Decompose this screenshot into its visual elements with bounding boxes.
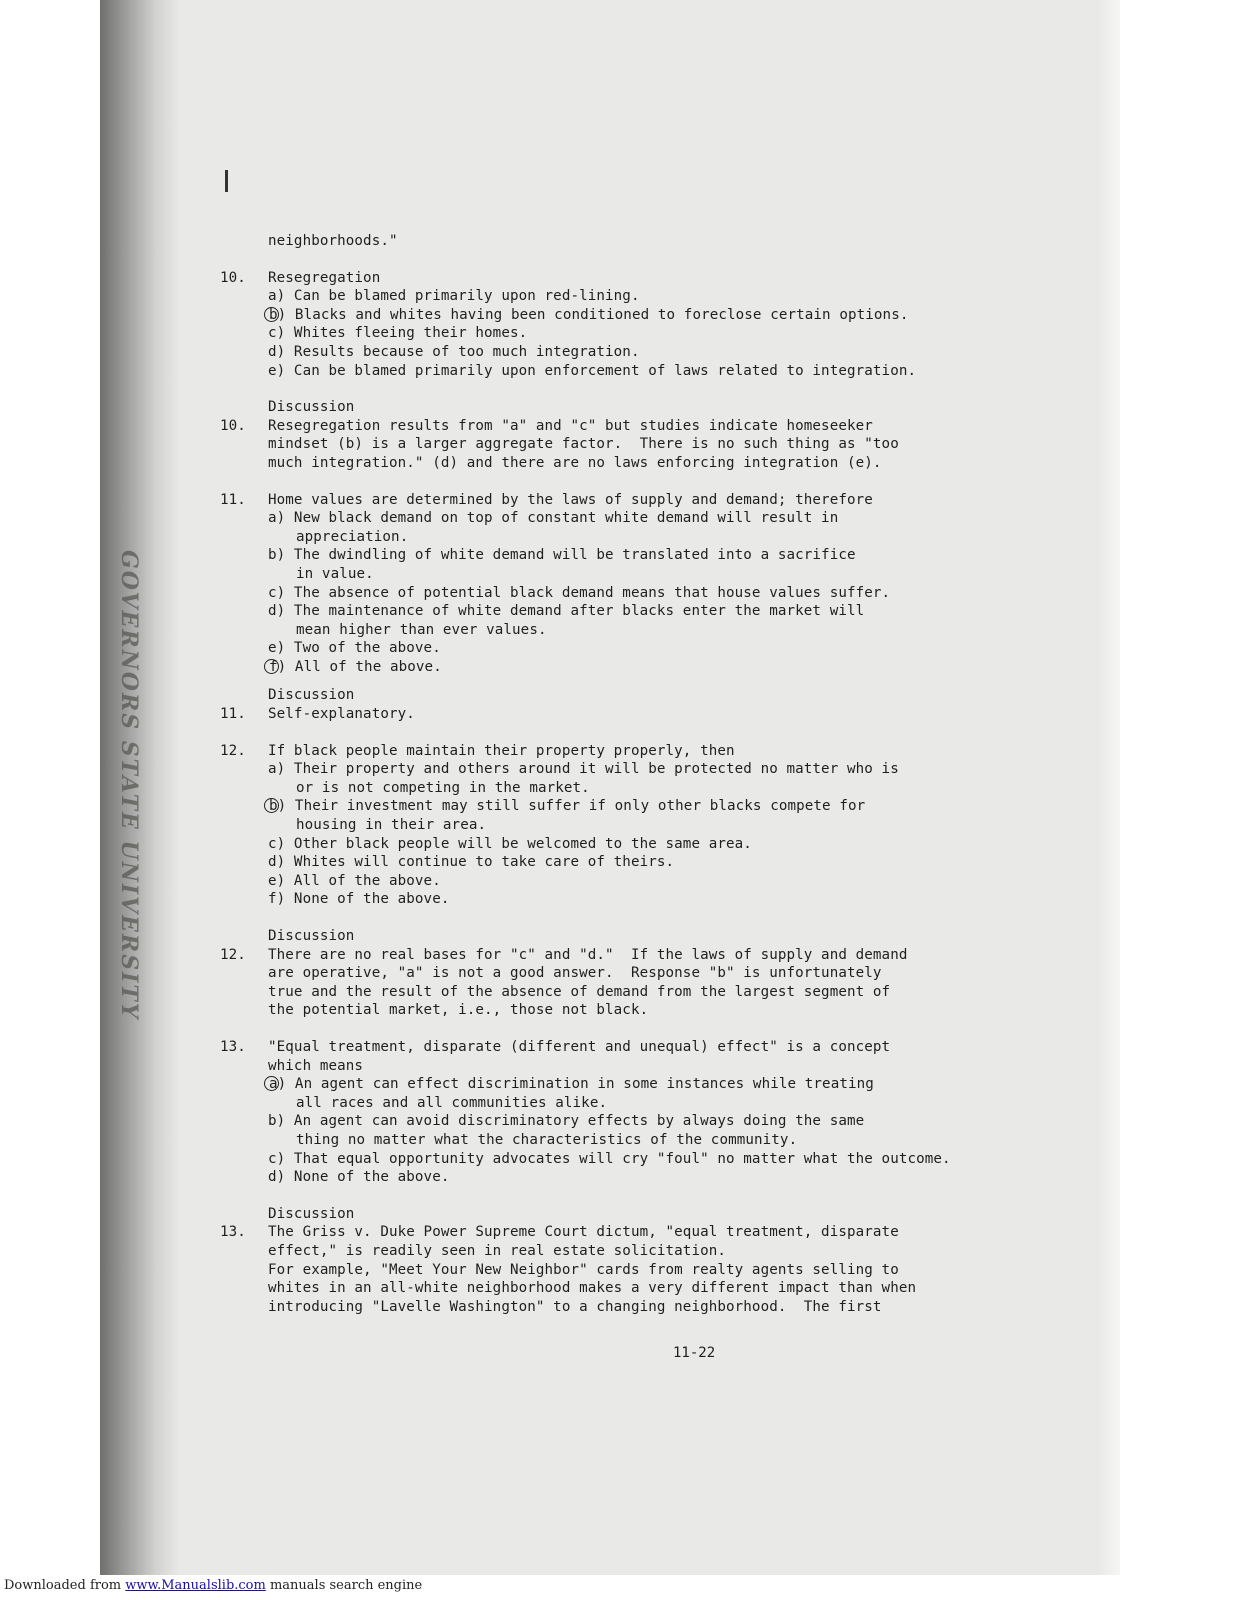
line-text: "Equal treatment, disparate (different and unequal) effect" is a concept <box>268 1038 891 1055</box>
line-text: appreciation. <box>296 528 409 545</box>
text-line <box>220 602 980 621</box>
manualslib-link[interactable]: www.Manualslib.com <box>125 1578 266 1593</box>
line-text: c) Other black people will be welcomed to the same area. <box>268 835 752 852</box>
text-line <box>220 324 980 343</box>
text-line <box>220 639 980 658</box>
line-text: a) An agent can effect discrimination in some instances while treating <box>269 1076 874 1093</box>
line-text: b) Their investment may still suffer if only other blacks compete for <box>269 798 866 815</box>
text-line <box>220 927 980 946</box>
item-number: 13. <box>220 1038 246 1055</box>
text-line <box>220 528 980 547</box>
text-line <box>220 287 980 306</box>
text-line <box>220 946 980 965</box>
line-text: f) All of the above. <box>269 658 442 675</box>
document-body <box>220 232 980 1316</box>
text-line <box>220 1038 980 1057</box>
line-text: d) The maintenance of white demand after blacks enter the market will <box>268 603 865 620</box>
line-text: thing no matter what the characteristics of the community. <box>296 1131 798 1148</box>
line-text: Resegregation results from "a" and "c" but studies indicate homeseeker <box>268 417 873 434</box>
paragraph-gap <box>220 1020 980 1038</box>
line-text: housing in their area. <box>296 817 487 834</box>
line-text: For example, "Meet Your New Neighbor" cards from realty agents selling to <box>268 1261 899 1278</box>
text-line <box>220 454 980 473</box>
line-text: or is not competing in the market. <box>296 779 590 796</box>
line-text: b) An agent can avoid discriminatory effects by always doing the same <box>268 1113 865 1130</box>
text-line <box>220 705 980 724</box>
download-prefix: Downloaded from <box>4 1578 126 1593</box>
text-line <box>220 269 980 288</box>
line-text: which means <box>268 1057 364 1074</box>
text-line <box>220 1057 980 1076</box>
line-text: in value. <box>296 565 374 582</box>
text-line <box>220 546 980 565</box>
line-text: Home values are determined by the laws of supply and demand; therefore <box>268 491 873 508</box>
line-text: d) Results because of too much integration. <box>268 343 640 360</box>
line-text: e) All of the above. <box>268 872 441 889</box>
line-text: d) Whites will continue to take care of theirs. <box>268 854 675 871</box>
text-line <box>220 1298 980 1317</box>
line-text: Self-explanatory. <box>268 706 415 723</box>
text-line <box>220 658 980 677</box>
line-text: e) Two of the above. <box>268 640 441 657</box>
text-line <box>220 1001 980 1020</box>
item-number: 11. <box>220 706 246 723</box>
line-text: all races and all communities alike. <box>296 1094 608 1111</box>
line-text: are operative, "a" is not a good answer. Response "b" is unfortunately <box>268 965 882 982</box>
line-text: effect," is readily seen in real estate solicitation. <box>268 1242 727 1259</box>
text-line <box>220 816 980 835</box>
text-line <box>220 983 980 1002</box>
text-line <box>220 835 980 854</box>
line-text: true and the result of the absence of demand from the largest segment of <box>268 983 891 1000</box>
line-text: b) Blacks and whites having been conditioned to foreclose certain options. <box>269 306 909 323</box>
line-text: Discussion <box>268 1205 355 1222</box>
paragraph-gap <box>220 909 980 927</box>
line-text: e) Can be blamed primarily upon enforcement of laws related to integration. <box>268 362 917 379</box>
text-line <box>220 398 980 417</box>
paragraph-gap <box>220 473 980 491</box>
paragraph-gap <box>220 724 980 742</box>
text-line <box>220 1112 980 1131</box>
paragraph-gap <box>220 1187 980 1205</box>
paragraph-gap <box>220 380 980 398</box>
line-text: neighborhoods." <box>268 233 398 249</box>
page-edge-shadow <box>1098 0 1120 1575</box>
text-line <box>220 584 980 603</box>
page-number: 11-22 <box>673 1345 716 1361</box>
item-number: 10. <box>220 269 246 286</box>
item-number: 10. <box>220 417 246 434</box>
text-line <box>220 760 980 779</box>
text-line <box>220 1223 980 1242</box>
line-text: Discussion <box>268 399 355 416</box>
item-number: 11. <box>220 491 246 508</box>
line-text: c) That equal opportunity advocates will cry "foul" no matter what the outcome. <box>268 1150 951 1167</box>
line-text: c) Whites fleeing their homes. <box>268 325 528 342</box>
line-text: a) Can be blamed primarily upon red-lining. <box>268 288 640 305</box>
text-line <box>220 565 980 584</box>
text-line <box>220 232 980 251</box>
line-text: d) None of the above. <box>268 1169 450 1186</box>
text-line <box>220 509 980 528</box>
item-number: 13. <box>220 1224 246 1241</box>
line-text: Resegregation <box>268 269 381 286</box>
line-text: The Griss v. Duke Power Supreme Court dictum, "equal treatment, disparate <box>268 1224 899 1241</box>
text-line <box>220 491 980 510</box>
line-text: b) The dwindling of white demand will be translated into a sacrifice <box>268 547 856 564</box>
margin-tick-mark <box>225 170 228 192</box>
line-text: the potential market, i.e., those not black. <box>268 1002 649 1019</box>
line-text: much integration." (d) and there are no laws enforcing integration (e). <box>268 454 882 471</box>
text-line <box>220 306 980 325</box>
download-notice <box>4 1578 422 1593</box>
text-line <box>220 872 980 891</box>
text-line <box>220 964 980 983</box>
line-text: f) None of the above. <box>268 891 450 908</box>
line-text: mean higher than ever values. <box>296 621 547 638</box>
item-number: 12. <box>220 742 246 759</box>
text-line <box>220 797 980 816</box>
text-line <box>220 1150 980 1169</box>
item-number: 12. <box>220 946 246 963</box>
text-line <box>220 362 980 381</box>
text-line <box>220 779 980 798</box>
text-line <box>220 1261 980 1280</box>
spine-stamp-text: GOVERNORS STATE UNIVERSITY <box>116 550 142 1021</box>
line-text: There are no real bases for "c" and "d." If the laws of supply and demand <box>268 946 908 963</box>
line-text: mindset (b) is a larger aggregate factor. There is no such thing as "too <box>268 436 899 453</box>
download-footer-bar <box>0 1575 1237 1600</box>
text-line <box>220 686 980 705</box>
line-text: whites in an all-white neighborhood makes a very different impact than when <box>268 1280 917 1297</box>
line-text: a) New black demand on top of constant white demand will result in <box>268 510 839 527</box>
text-line <box>220 853 980 872</box>
text-line <box>220 1168 980 1187</box>
line-text: Discussion <box>268 928 355 944</box>
text-line <box>220 1279 980 1298</box>
text-line <box>220 417 980 436</box>
line-text: a) Their property and others around it will be protected no matter who is <box>268 761 899 778</box>
line-text: Discussion <box>268 687 355 704</box>
text-line <box>220 1205 980 1224</box>
text-line <box>220 343 980 362</box>
line-text: c) The absence of potential black demand means that house values suffer. <box>268 584 891 601</box>
line-text: introducing "Lavelle Washington" to a changing neighborhood. The first <box>268 1298 882 1315</box>
text-line <box>220 1094 980 1113</box>
text-line <box>220 1075 980 1094</box>
text-line <box>220 1242 980 1261</box>
text-line <box>220 742 980 761</box>
download-suffix: manuals search engine <box>265 1578 423 1593</box>
text-line <box>220 621 980 640</box>
paragraph-gap <box>220 676 980 686</box>
text-line <box>220 1131 980 1150</box>
text-line <box>220 435 980 454</box>
line-text: If black people maintain their property properly, then <box>268 742 735 759</box>
text-line <box>220 890 980 909</box>
paragraph-gap <box>220 251 980 269</box>
